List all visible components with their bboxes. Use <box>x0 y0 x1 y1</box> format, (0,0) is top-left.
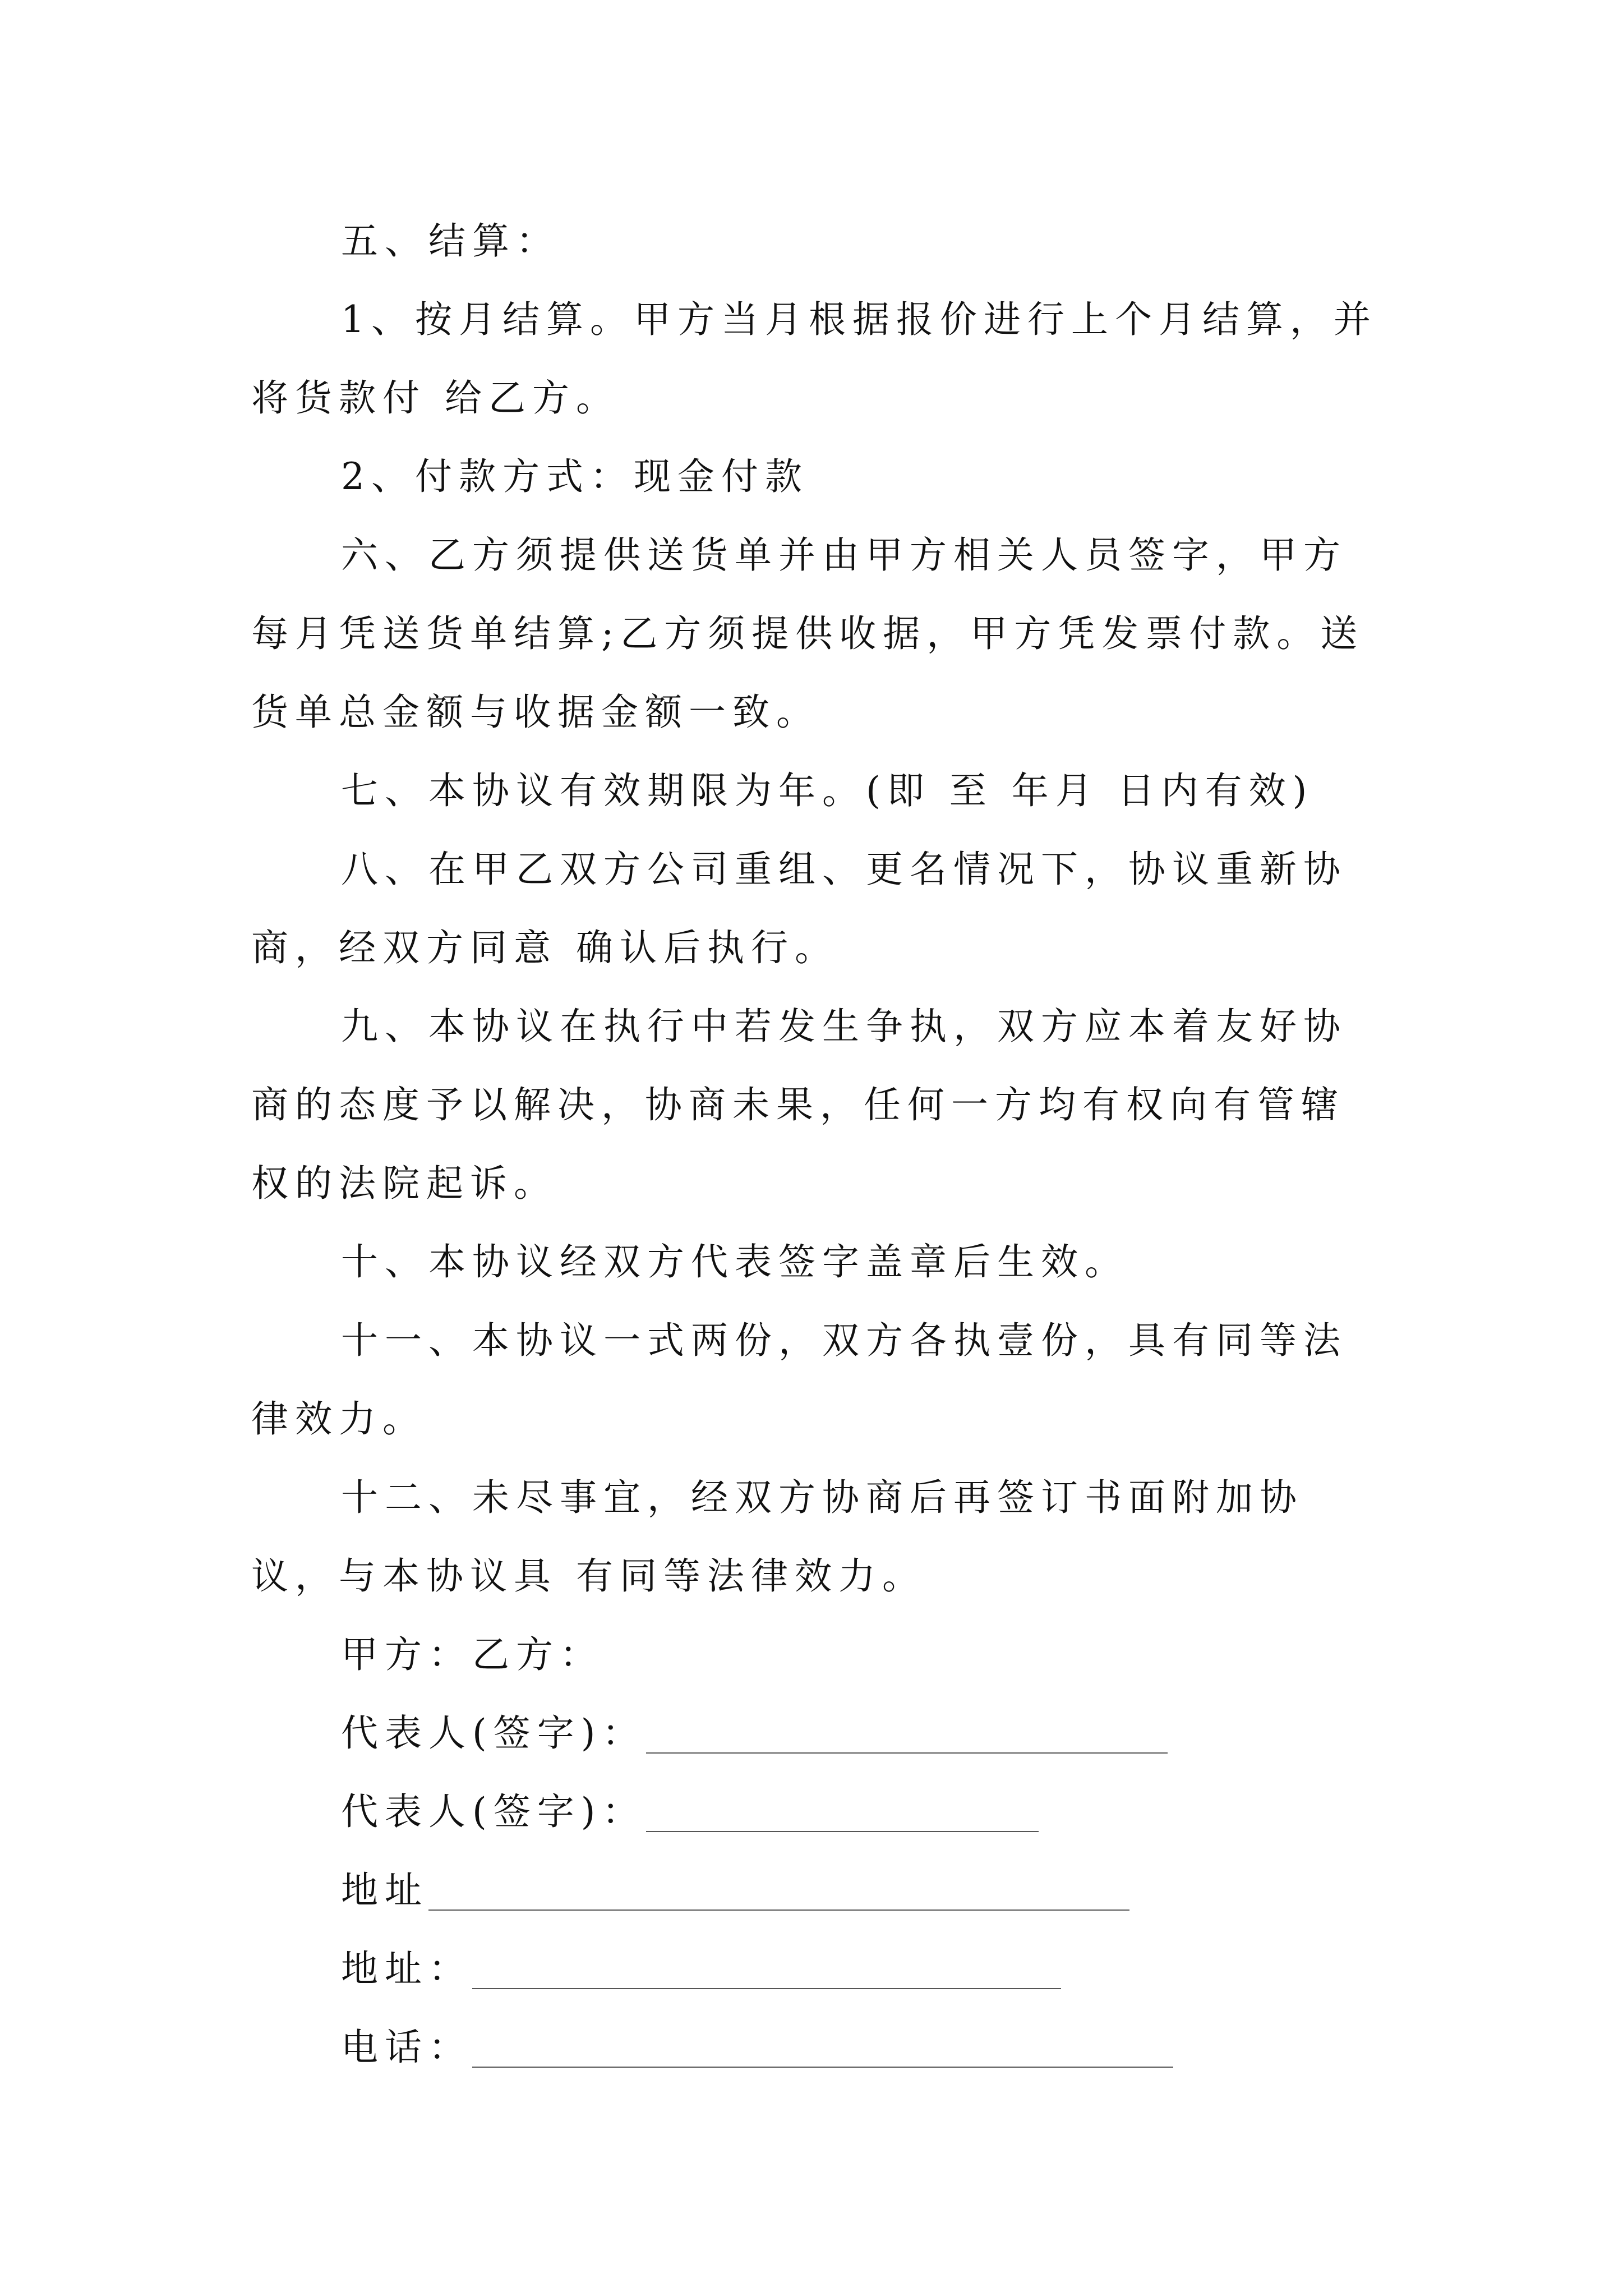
phone-label: 电话： <box>341 2026 472 2069</box>
section-5-heading: 五、结算： <box>341 219 560 263</box>
parties-label: 甲方：乙方： <box>341 1633 603 1676</box>
section-11: 十一、本协议一式两份，双方各执壹份，具有同等法律效力。 <box>251 1319 1347 1441</box>
address-b-label: 地址： <box>341 1947 472 1990</box>
address-a-row <box>341 1851 1384 1930</box>
section-7: 七、本协议有效期限为年。(即 至 年月 日内有效) <box>341 769 1314 812</box>
section-10: 十、本协议经双方代表签字盖章后生效。 <box>341 1240 1128 1283</box>
representative-b-label: 代表人(签字)： <box>341 1790 646 1833</box>
section-6: 六、乙方须提供送货单并由甲方相关人员签字，甲方每月凭送货单结算;乙方须提供收据，甲方凭发票付款。送货单总金额与收据金额一致。 <box>251 533 1364 734</box>
representative-a-row <box>341 1694 1384 1773</box>
parties-line <box>341 1616 1384 1694</box>
representative-b-row <box>341 1773 1384 1851</box>
section-9: 九、本协议在执行中若发生争执，双方应本着友好协商的态度予以解决，协商未果，任何一方均有权向有管辖权的法院起诉。 <box>251 1005 1347 1205</box>
clause-5-1: 1、按月结算。甲方当月根据报价进行上个月结算，并将货款付 给乙方。 <box>251 298 1377 420</box>
section-12: 十二、未尽事宜，经双方协商后再签订书面附加协议，与本协议具 有同等法律效力。 <box>251 1476 1303 1598</box>
section-8: 八、在甲乙双方公司重组、更名情况下，协议重新协商，经双方同意 确认后执行。 <box>251 848 1347 969</box>
document-page <box>251 202 1384 2087</box>
address-b-row <box>341 1930 1384 2008</box>
address-a-line[interactable] <box>428 1910 1129 1911</box>
phone-line[interactable] <box>472 2067 1173 2068</box>
representative-a-signature-line[interactable] <box>646 1752 1168 1754</box>
representative-a-label: 代表人(签字)： <box>341 1711 646 1755</box>
address-b-line[interactable] <box>472 1988 1061 1989</box>
representative-b-signature-line[interactable] <box>646 1831 1039 1832</box>
address-a-label: 地址 <box>341 1869 428 1912</box>
clause-5-2: 2、付款方式：现金付款 <box>341 455 809 498</box>
phone-row <box>341 2008 1384 2087</box>
